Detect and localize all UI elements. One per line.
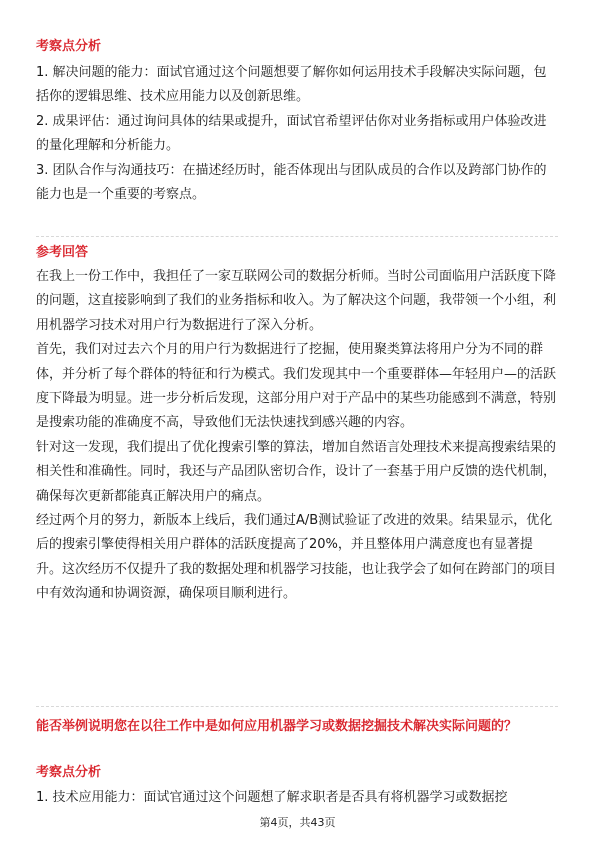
answer-paragraph-2: 首先，我们对过去六个月的用户行为数据进行了挖掘，使用聚类算法将用户分为不同的群体，并分析了每个群体的特征和行为模式。我们发现其中一个重要群体—年轻用户—的活跃度下降最为明显。进一步分析后发现，这部分用户对于产品中的某些功能感到不满意，特别是搜索功能的准确度不高，导致他们无法快速找到感兴趣的内容。 [36,342,557,431]
analysis-item-2: 2. 成果评估：通过询问具体的结果或提升，面试官希望评估你对业务指标或用户体验改进的量化理解和分析能力。 [36,113,547,154]
analysis-item-1-continued: 1. 技术应用能力：面试官通过这个问题想了解求职者是否具有将机器学习或数据挖 [36,790,508,805]
analysis-item-3: 3. 团队合作与沟通技巧：在描述经历时，能否体现出与团队成员的合作以及跨部门协作的能力也是一个重要的考察点。 [36,162,547,203]
answer-section [36,242,558,607]
answer-paragraph-1: 在我上一份工作中，我担任了一家互联网公司的数据分析师。当时公司面临用户活跃度下降的问题，这直接影响到了我们的业务指标和收入。为了解决这个问题，我带领一个小组，利用机器学习技术对用户行为数据进行了深入分析。 [36,269,557,333]
question-title: 能否举例说明您在以往工作中是如何应用机器学习或数据挖掘技术解决实际问题的？ [36,719,518,734]
section-heading-analysis: 考察点分析 [36,39,102,54]
section-heading-analysis-2: 考察点分析 [36,765,102,780]
answer-paragraph-3: 针对这一发现，我们提出了优化搜索引擎的算法，增加自然语言处理技术来提高搜索结果的相关性和准确性。同时，我还与产品团队密切合作，设计了一套基于用户反馈的迭代机制，确保每次更新都能真正解决用户的痛点。 [36,439,557,504]
analysis-section-2 [36,762,558,810]
question-divider [36,706,558,707]
analysis-item-1: 1. 解决问题的能力：面试官通过这个问题想要了解你如何运用技术手段解决实际问题，包括你的逻辑思维、技术应用能力以及创新思维。 [36,65,547,105]
section-heading-answer: 参考回答 [36,245,89,260]
page-number-footer: 第4页，共43页 [259,816,336,829]
section-divider [36,236,558,237]
analysis-section [36,36,558,207]
answer-paragraph-4: 经过两个月的努力，新版本上线后，我们通过A/B测试验证了改进的效果。结果显示，优化后的搜索引擎使得相关用户群体的活跃度提高了20%，并且整体用户满意度也有显著提升。这次经历不仅提升了我的数据处理和机器学习技能，也让我学会了如何在跨部门的项目中有效沟通和协调资源，确保项目顺利进行。 [36,513,557,602]
question-block [36,716,558,737]
